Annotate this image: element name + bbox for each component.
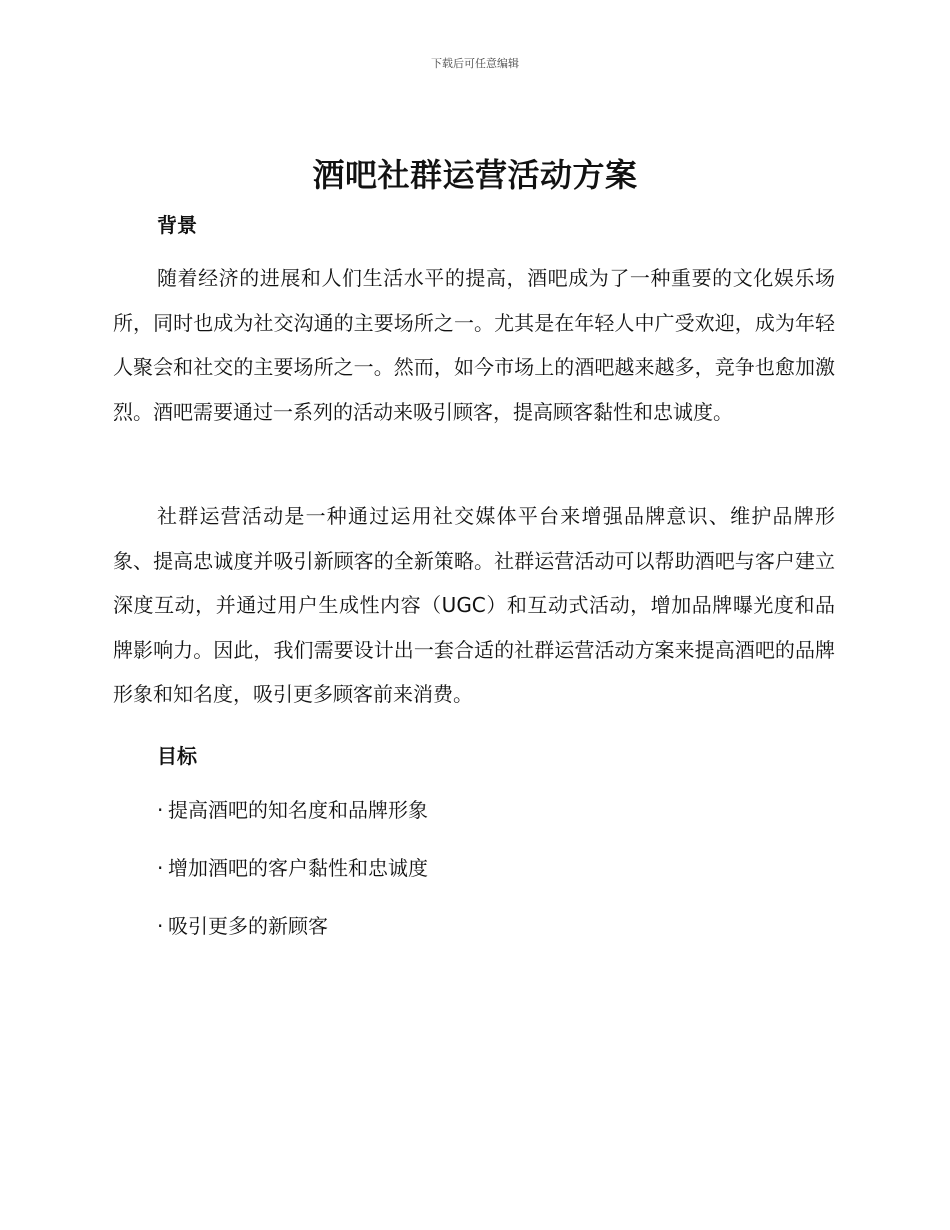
bullet-icon: · [157, 798, 164, 822]
goal-item-label: 提高酒吧的知名度和品牌形象 [168, 798, 428, 822]
document-title: 酒吧社群运营活动方案 [312, 156, 638, 194]
background-paragraph-2: 社群运营活动是一种通过运用社交媒体平台来增强品牌意识、维护品牌形象、提高忠诚度并吸引新顾客的全新策略。社群运营活动可以帮助酒吧与客户建立深度互动，并通过用户生成性内容（UGC）和互动式活动，增加品牌曝光度和品牌影响力。因此，我们需要设计出一套合适的社群运营活动方案来提高酒吧的品牌形象和知名度，吸引更多顾客前来消费。 [113, 504, 835, 706]
goal-item-2 [157, 851, 428, 909]
bullet-icon: · [157, 856, 164, 880]
goals-heading: 目标 [157, 744, 197, 768]
goal-item-label: 吸引更多的新顾客 [168, 914, 328, 938]
bullet-icon: · [157, 914, 164, 938]
page-header-note: 下载后可任意编辑 [431, 57, 519, 70]
goal-item-3 [157, 909, 428, 967]
goal-item-1 [157, 793, 428, 851]
goals-list [157, 793, 428, 967]
background-heading: 背景 [157, 213, 197, 237]
background-paragraph-1: 随着经济的进展和人们生活水平的提高，酒吧成为了一种重要的文化娱乐场所，同时也成为社交沟通的主要场所之一。尤其是在年轻人中广受欢迎，成为年轻人聚会和社交的主要场所之一。然而，如今市场上的酒吧越来越多，竞争也愈加激烈。酒吧需要通过一系列的活动来吸引顾客，提高顾客黏性和忠诚度。 [113, 266, 835, 424]
goal-item-label: 增加酒吧的客户黏性和忠诚度 [168, 856, 428, 880]
